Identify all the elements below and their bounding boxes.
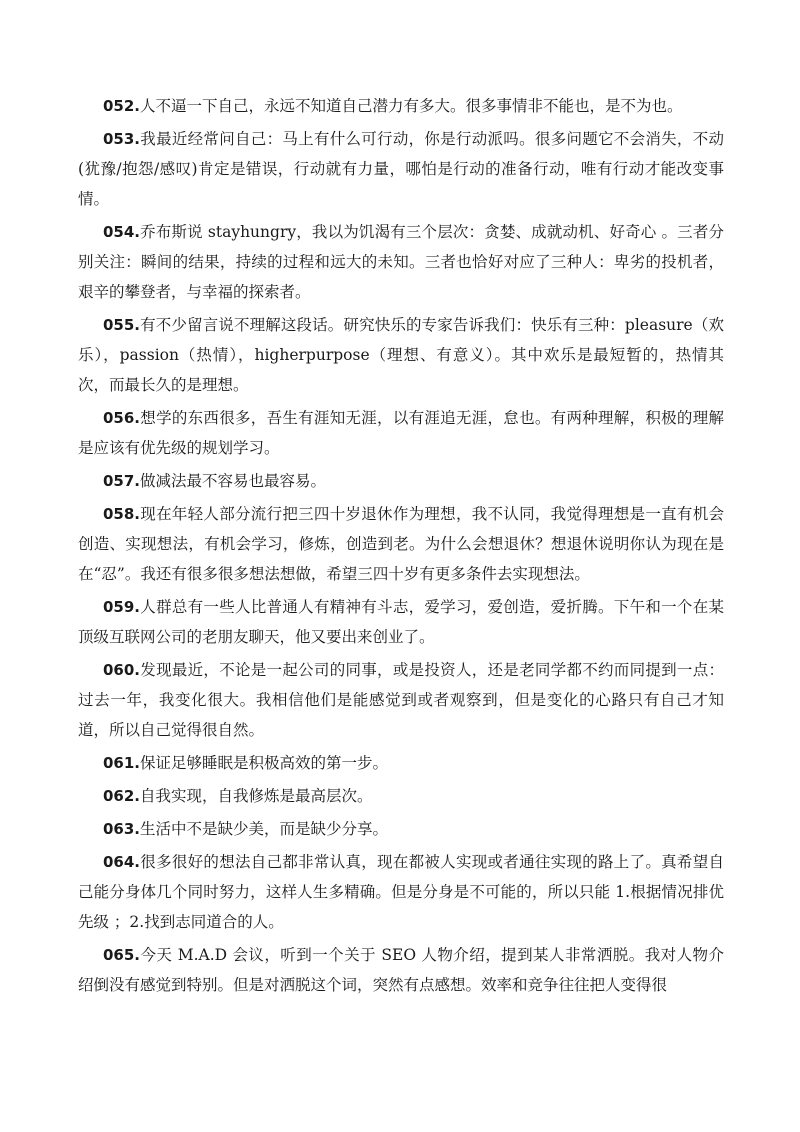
- entry-number: 053.: [103, 130, 141, 148]
- entry-number: 059.: [103, 598, 141, 616]
- entry-text: 乔布斯说 stayhungry，我以为饥渴有三个层次：贪婪、成就动机、好奇心 。三者分别关注：瞬间的结果，持续的过程和远大的未知。三者也恰好对应了三种人：卑劣的投机者，艰辛的攀登者，与幸福的探索者。: [78, 223, 724, 301]
- entry-text: 很多很好的想法自己都非常认真，现在都被人实现或者通往实现的路上了。真希望自己能分身体几个同时努力，这样人生多精确。但是分身是不可能的，所以只能 1.根据情况排优先级 ；2.找到志同道合的人。: [78, 853, 724, 931]
- entry-number: 064.: [103, 853, 141, 871]
- entry-number: 054.: [103, 223, 141, 241]
- entry-number: 052.: [103, 97, 141, 115]
- entry-number: 063.: [103, 820, 141, 838]
- entry-text: 有不少留言说不理解这段话。研究快乐的专家告诉我们：快乐有三种：pleasure（欢乐），passion（热情），higherpurpose（理想、有意义）。其中欢乐是最短暂的，热情其次，而最长久的是理想。: [78, 316, 724, 394]
- document-page: [78, 91, 724, 1003]
- entry-text: 自我实现，自我修炼是最高层次。: [140, 787, 373, 805]
- entry-number: 057.: [103, 472, 141, 490]
- entry-text: 现在年轻人部分流行把三四十岁退休作为理想，我不认同，我觉得理想是一直有机会创造、实现想法，有机会学习，修炼，创造到老。为什么会想退休？想退休说明你认为现在是在“忍”。我还有很多很多想法想做，希望三四十岁有更多条件去实现想法。: [78, 505, 724, 583]
- entry-060: [78, 655, 724, 745]
- entry-054: [78, 217, 724, 307]
- entry-063: [78, 814, 724, 844]
- entry-059: [78, 592, 724, 652]
- entry-number: 055.: [103, 316, 141, 334]
- entry-055: [78, 310, 724, 400]
- entry-065: [78, 940, 724, 1000]
- entry-text: 想学的东西很多，吾生有涯知无涯，以有涯追无涯，怠也。有两种理解，积极的理解是应该有优先级的规划学习。: [78, 409, 724, 457]
- entry-number: 062.: [103, 787, 141, 805]
- entry-058: [78, 499, 724, 589]
- entry-052: [78, 91, 724, 121]
- entry-number: 060.: [103, 661, 141, 679]
- entry-056: [78, 403, 724, 463]
- entry-text: 生活中不是缺少美，而是缺少分享。: [140, 820, 389, 838]
- entry-text: 做减法最不容易也最容易。: [140, 472, 327, 490]
- entry-number: 056.: [103, 409, 141, 427]
- entry-number: 065.: [103, 946, 141, 964]
- entry-text: 保证足够睡眠是积极高效的第一步。: [140, 754, 389, 772]
- entry-text: 我最近经常问自己：马上有什么可行动，你是行动派吗。很多问题它不会消失，不动(犹豫/抱怨/感叹)肯定是错误，行动就有力量，哪怕是行动的准备行动，唯有行动才能改变事情。: [78, 130, 724, 208]
- entry-064: [78, 847, 724, 937]
- entry-057: [78, 466, 724, 496]
- entry-number: 058.: [103, 505, 141, 523]
- entry-number: 061.: [103, 754, 141, 772]
- entry-text: 人群总有一些人比普通人有精神有斗志，爱学习，爱创造，爱折腾。下午和一个在某顶级互联网公司的老朋友聊天，他又要出来创业了。: [78, 598, 724, 646]
- entry-text: 发现最近，不论是一起公司的同事，或是投资人，还是老同学都不约而同提到一点：过去一年，我变化很大。我相信他们是能感觉到或者观察到，但是变化的心路只有自己才知道，所以自己觉得很自然。: [78, 661, 724, 739]
- entry-053: [78, 124, 724, 214]
- entry-061: [78, 748, 724, 778]
- entry-text: 今天 M.A.D 会议，听到一个关于 SEO 人物介绍，提到某人非常洒脱。我对人物介绍倒没有感觉到特别。但是对洒脱这个词，突然有点感想。效率和竞争往往把人变得很: [78, 946, 724, 994]
- entry-text: 人不逼一下自己，永远不知道自己潜力有多大。很多事情非不能也，是不为也。: [140, 97, 683, 115]
- entry-062: [78, 781, 724, 811]
